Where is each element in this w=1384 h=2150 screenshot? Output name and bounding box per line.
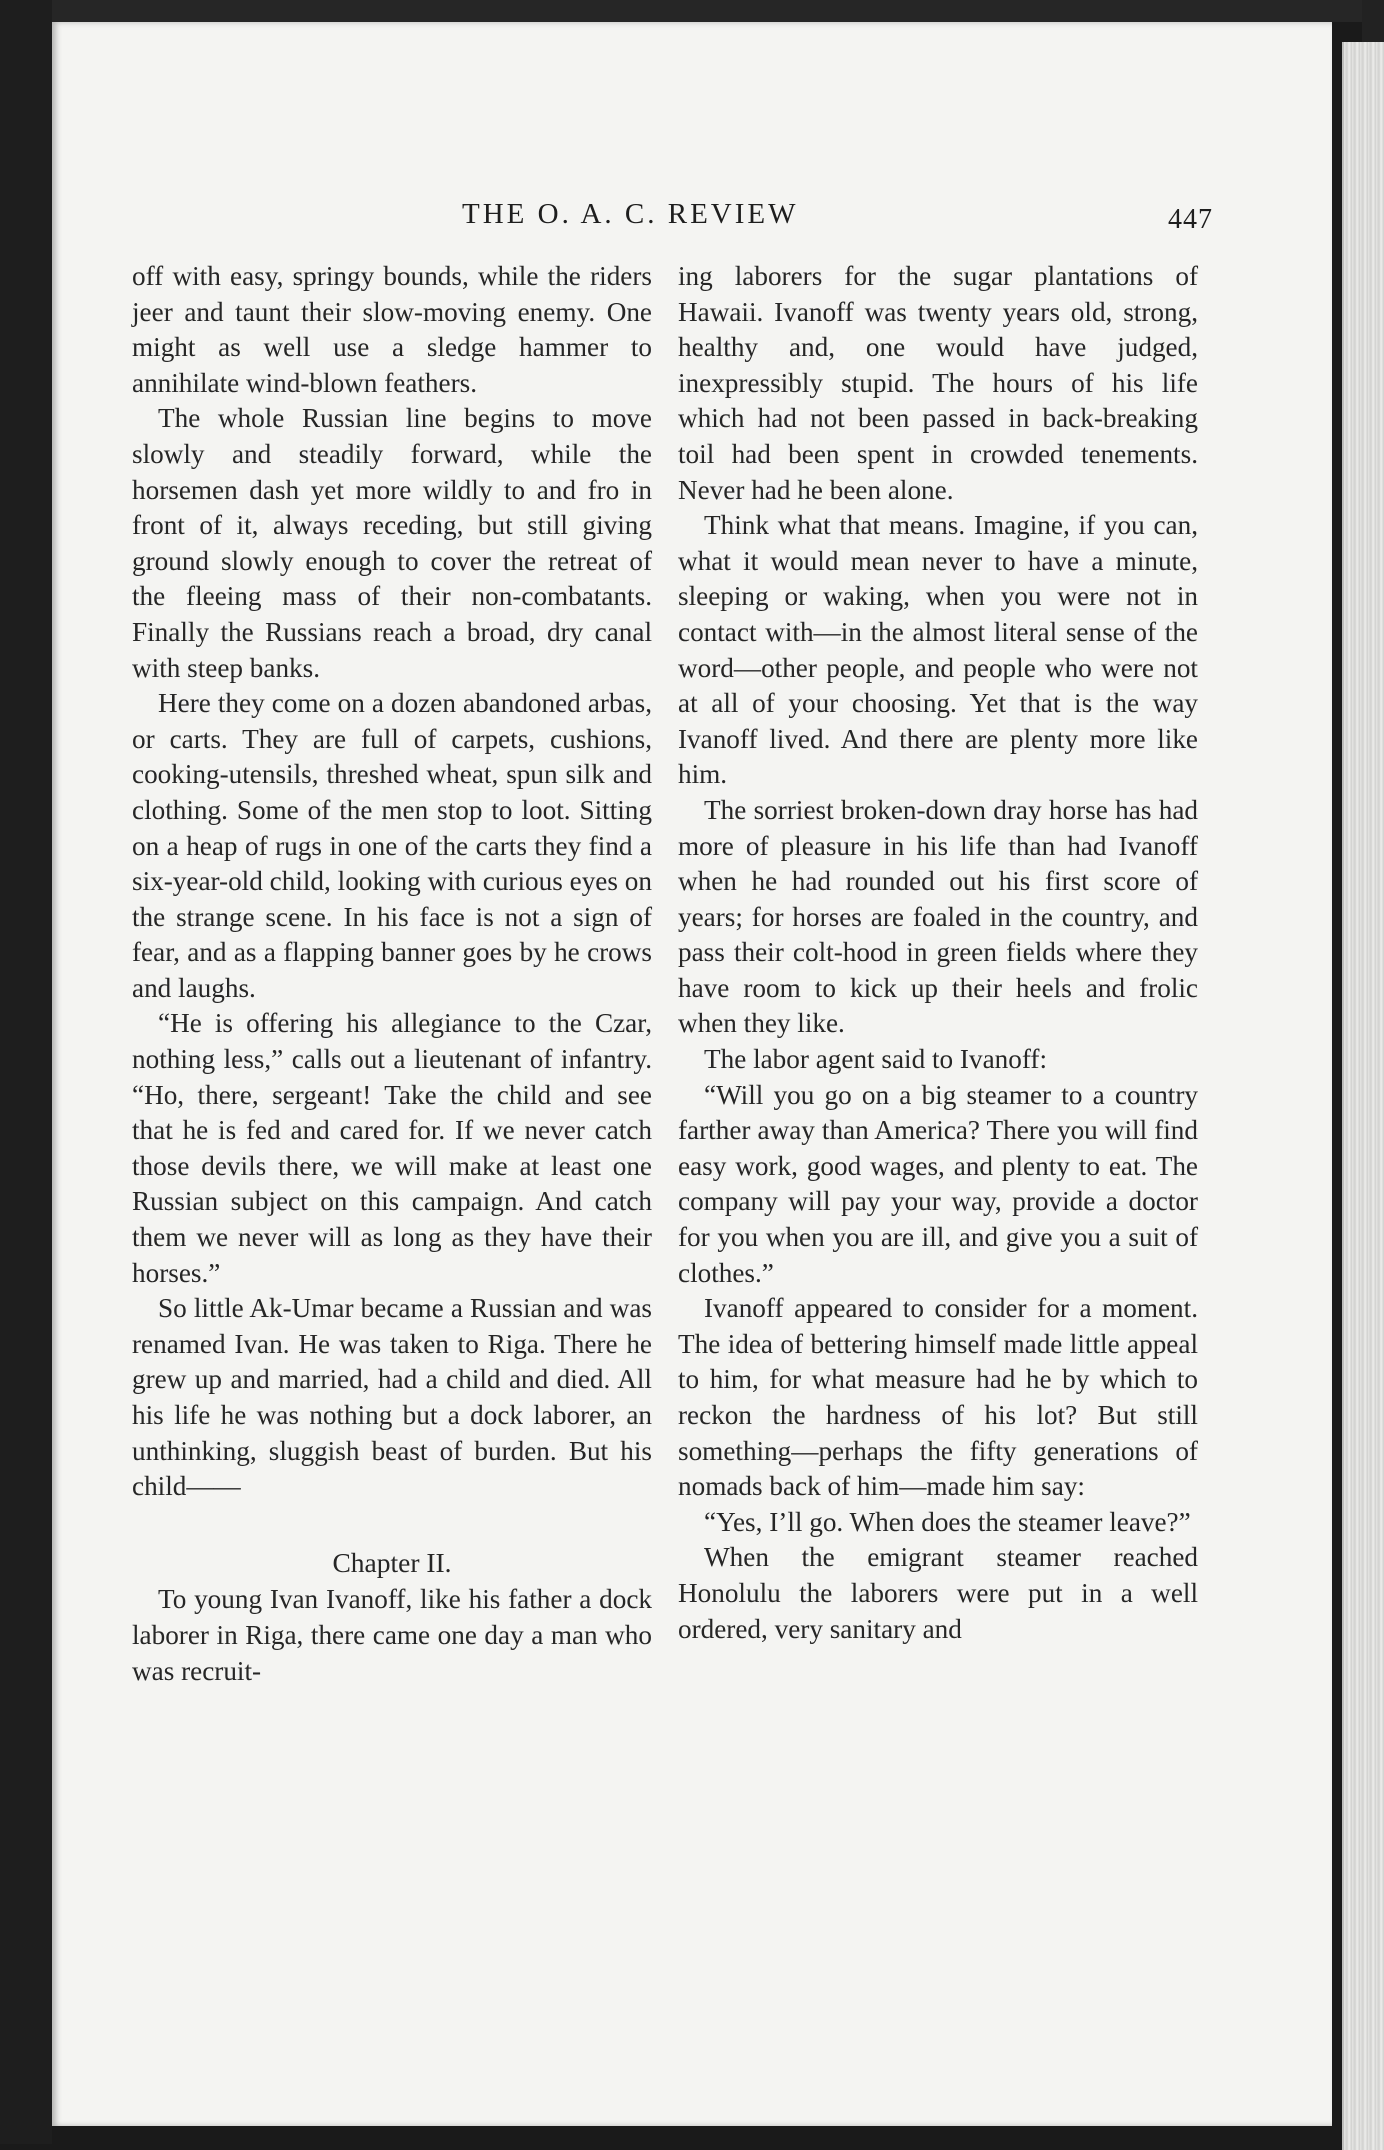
paragraph: When the emigrant steamer reached Honolulu the laborers were put in a well ordered, very sanitary and [678, 1542, 1198, 1644]
paragraph: The labor agent said to Ivanoff: [704, 1044, 1048, 1075]
paragraph: “Yes, I’ll go. When does the steamer leave?” [704, 1506, 1191, 1537]
right-column [678, 259, 1198, 1647]
chapter-heading: Chapter II. [332, 1546, 452, 1578]
page-header [52, 198, 1332, 238]
paragraph: Think what that means. Imagine, if you can, what it would mean never to have a minute, sleeping or waking, when you were not in contact with—in the almost literal sense of the word—other people, and people who were not at all of your choosing. Yet that is the way Ivanoff lived. And there are plenty more like him. [678, 510, 1198, 790]
paragraph: The whole Russian line begins to move slowly and steadily forward, while the horsemen dash yet more wildly to and fro in front of it, always receding, but still giving ground slowly enough to cover the retreat of the fleeing mass of their non-combatants. Finally the Russians reach a broad, dry canal with steep banks. [132, 403, 652, 683]
paragraph: Here they come on a dozen abandoned arbas, or carts. They are full of carpets, cushions, cooking-utensils, threshed wheat, spun silk and clothing. Some of the men stop to loot. Sitting on a heap of rugs in one of the carts they find a six-year-old child, looking with curious eyes on the strange scene. In his face is not a sign of fear, and as a flapping banner goes by he crows and laughs. [132, 688, 652, 1003]
running-title: THE O. A. C. REVIEW [462, 198, 799, 230]
scan-left-edge [0, 0, 52, 2144]
paragraph: To young Ivan Ivanoff, like his father a dock laborer in Riga, there came one day a man who was recruit- [132, 1584, 652, 1686]
page-edges [1342, 42, 1384, 2150]
paragraph: Ivanoff appeared to consider for a moment. The idea of bettering himself made little appeal to him, for what measure had he by which to reckon the hardness of his lot? But still something—perhaps the fifty generations of nomads back of him—made him say: [678, 1293, 1198, 1502]
paragraph: ing laborers for the sugar plantations of Hawaii. Ivanoff was twenty years old, strong, healthy and, one would have judged, inexpressibly stupid. The hours of his life which had not been passed in back-breaking toil had been spent in crowded tenements. Never had he been alone. [678, 261, 1198, 505]
paragraph: “Will you go on a big steamer to a country farther away than America? There you will find easy work, good wages, and plenty to eat. The company will pay your way, provide a doctor for you when you are ill, and give you a suit of clothes.” [678, 1079, 1198, 1288]
paragraph: So little Ak-Umar became a Russian and was renamed Ivan. He was taken to Riga. There he grew up and married, had a child and died. All his life he was nothing but a dock laborer, an unthinking, sluggish beast of burden. But his child—— [132, 1293, 652, 1502]
scan-top-edge [0, 0, 1384, 22]
paragraph: off with easy, springy bounds, while the riders jeer and taunt their slow-moving enemy. One might as well use a sledge hammer to annihilate wind-blown feathers. [132, 261, 652, 398]
paragraph: The sorriest broken-down dray horse has had more of pleasure in his life than had Ivanoff when he had rounded out his first score of years; for horses are foaled in the country, and pass their colt-hood in green fields where they have room to kick up their heels and frolic when they like. [678, 794, 1198, 1039]
page-number: 447 [1168, 204, 1213, 235]
left-column [132, 259, 652, 1689]
paragraph: “He is offering his allegiance to the Czar, nothing less,” calls out a lieutenant of infantry. “Ho, there, sergeant! Take the child and see that he is fed and cared for. If we never catch those devils there, we will make at least one Russian subject on this campaign. And catch them we never will as long as they have their horses.” [132, 1008, 652, 1288]
book-page [52, 22, 1332, 2126]
